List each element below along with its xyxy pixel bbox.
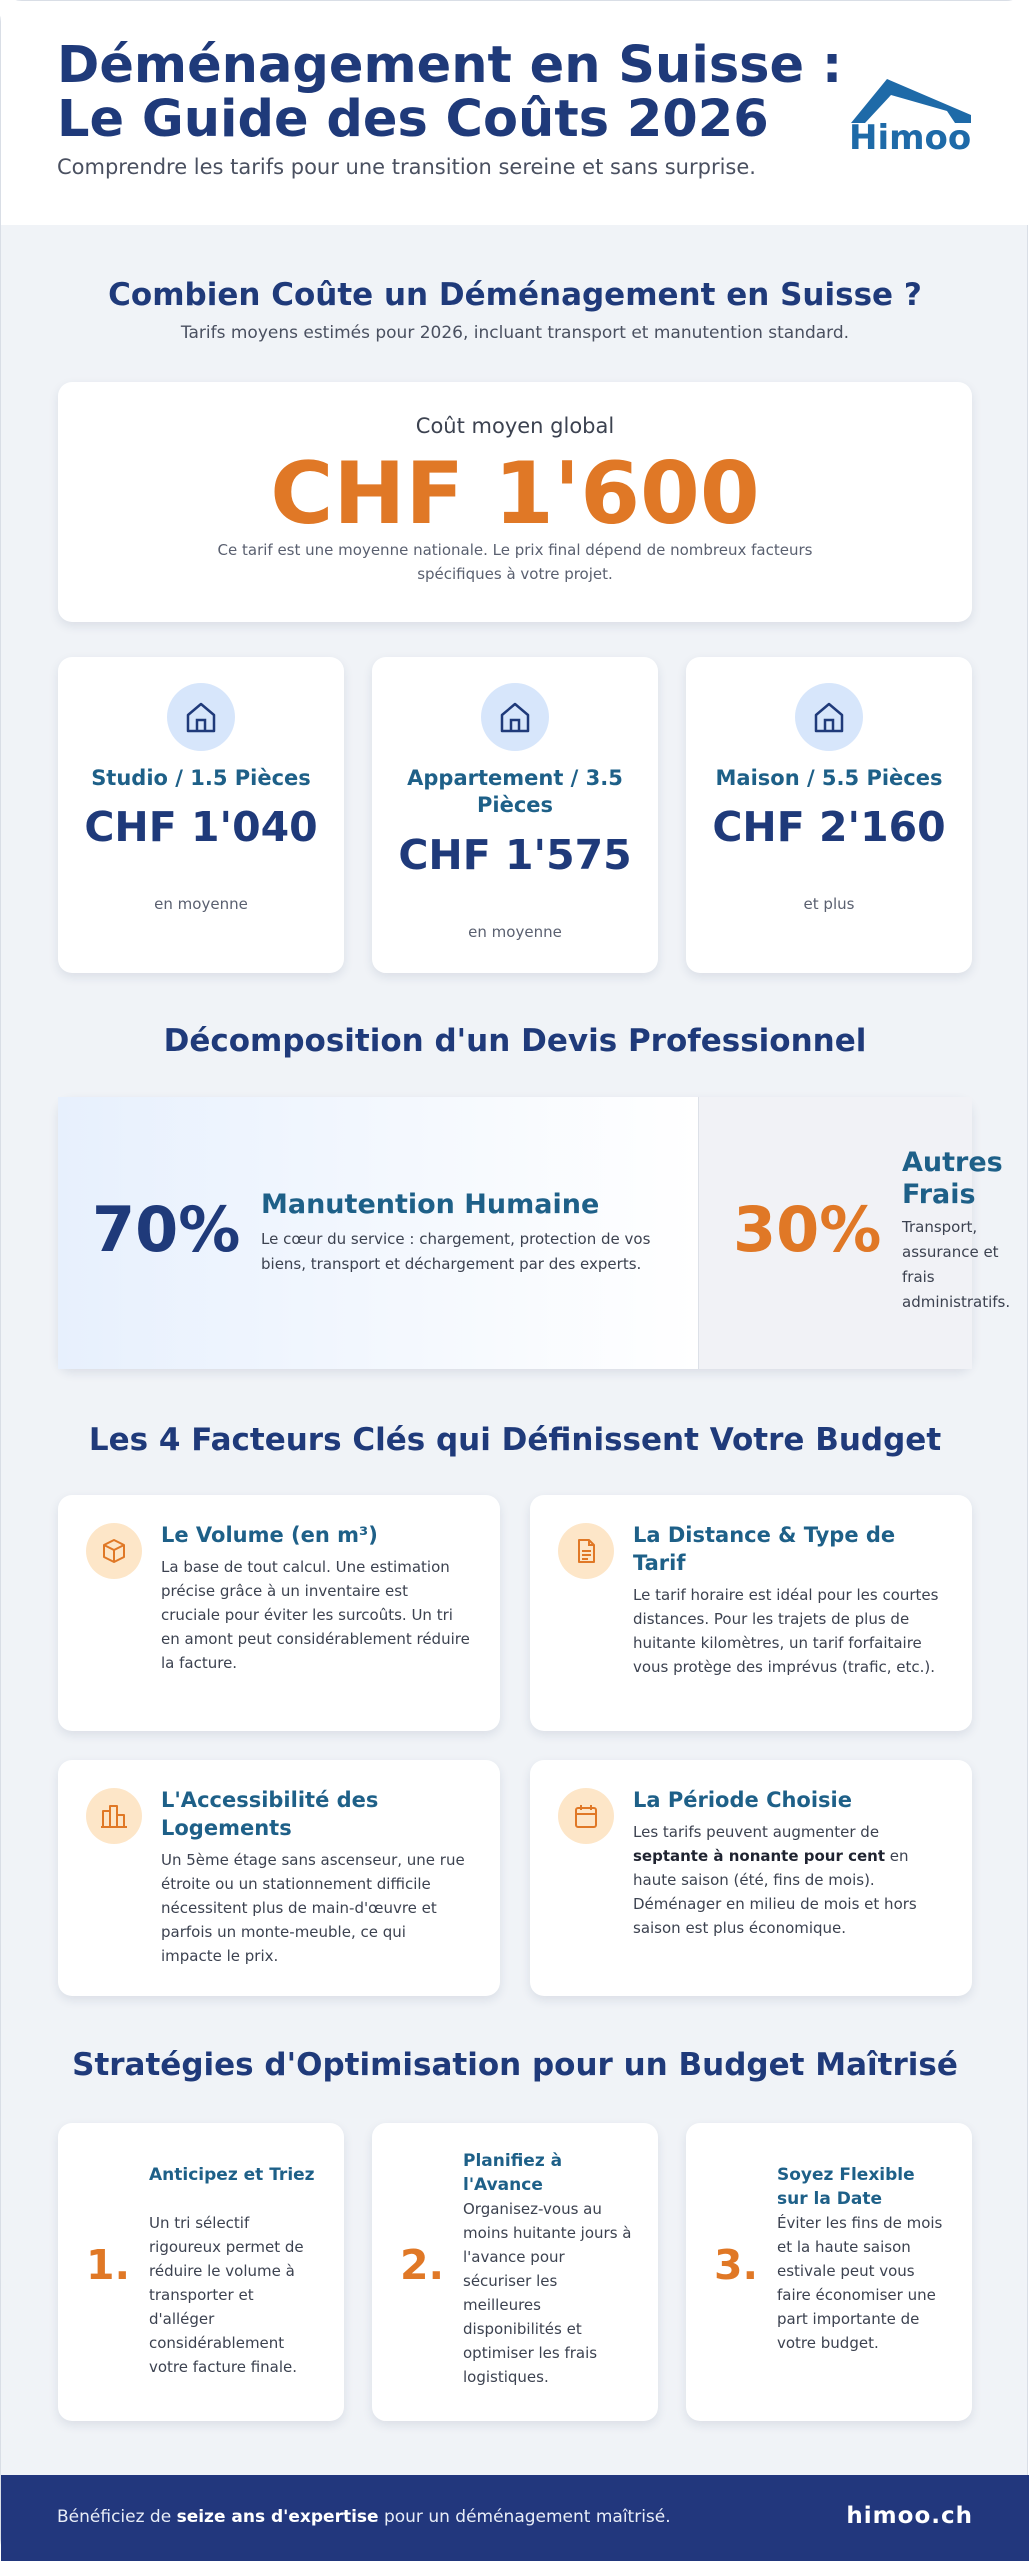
- factors-title: Les 4 Facteurs Clés qui Définissent Votre Budget: [88, 1422, 942, 1458]
- home-icon: [167, 683, 235, 751]
- strategies-title: Stratégies d'Optimisation pour un Budget Maîtrisé: [72, 2047, 958, 2083]
- strategy-number: 2.: [400, 2241, 445, 2289]
- type-note: en moyenne: [154, 895, 248, 913]
- type-note: et plus: [803, 895, 855, 913]
- costs-title: Combien Coûte un Déménagement en Suisse ?: [108, 277, 922, 313]
- factor-title: Le Volume (en m³): [161, 1523, 378, 1547]
- type-note: en moyenne: [468, 923, 562, 941]
- strategy-title: Soyez Flexible sur la Date: [777, 2165, 915, 2209]
- page-subtitle: Comprendre les tarifs pour une transition sereine et sans surprise.: [57, 155, 756, 179]
- type-name: Studio / 1.5 Pièces: [91, 766, 311, 790]
- footer: [1, 2475, 1029, 2561]
- other-desc: Transport, assurance et frais administratifs.: [902, 1218, 1011, 1311]
- factor-desc: La base de tout calcul. Une estimation précise grâce à un inventaire est cruciale pour éviter les surcoûts. Un tri en amont peut considérablement réduire la facture.: [161, 1558, 470, 1672]
- type-price: CHF 1'040: [84, 803, 318, 851]
- breakdown-panel: [58, 1097, 1011, 1369]
- header: [1, 1, 1029, 225]
- labor-desc: Le cœur du service : chargement, protection de vos biens, transport et déchargement par des experts.: [261, 1230, 651, 1273]
- labor-percent: 70%: [92, 1193, 241, 1266]
- factor-desc-highlight: septante à nonante pour cent: [633, 1847, 886, 1865]
- strategy-card: [686, 2123, 972, 2421]
- other-percent: 30%: [733, 1193, 882, 1266]
- footer-highlight: seize ans d'expertise: [176, 2507, 379, 2527]
- strategy-card: [372, 2123, 658, 2421]
- average-cost-note: Ce tarif est une moyenne nationale. Le prix final dépend de nombreux facteurs spécifiques à votre projet.: [217, 541, 813, 583]
- factor-title: La Période Choisie: [633, 1788, 852, 1812]
- home-icon: [795, 683, 863, 751]
- svg-text:Himoo: Himoo: [849, 118, 972, 158]
- strategy-title: Anticipez et Triez: [149, 2165, 315, 2185]
- factor-card-period: [530, 1760, 972, 1996]
- himoo-logo: [847, 75, 975, 158]
- calendar-icon: [558, 1788, 614, 1844]
- breakdown-labor: [58, 1097, 698, 1369]
- average-cost-card: [58, 382, 972, 622]
- type-card-house: [686, 657, 972, 973]
- strategy-number: 3.: [714, 2241, 759, 2289]
- strategy-number: 1.: [86, 2241, 131, 2289]
- breakdown-other: [698, 1097, 1011, 1369]
- strategy-desc: Organisez-vous au moins huitante jours à l'avance pour sécuriser les meilleures disponibilités et optimiser les frais logistiques.: [463, 2200, 632, 2386]
- document-icon: [558, 1523, 614, 1579]
- factor-card-access: [58, 1760, 500, 1996]
- factor-card-volume: [58, 1495, 500, 1731]
- average-cost-value: CHF 1'600: [270, 444, 760, 544]
- costs-subtitle: Tarifs moyens estimés pour 2026, incluant transport et manutention standard.: [180, 323, 850, 343]
- type-card-studio: [58, 657, 344, 973]
- type-name: Appartement / 3.5 Pièces: [407, 766, 623, 817]
- breakdown-title: Décomposition d'un Devis Professionnel: [163, 1023, 867, 1059]
- factor-title: L'Accessibilité des Logements: [161, 1788, 379, 1840]
- labor-title: Manutention Humaine: [261, 1189, 600, 1220]
- factor-desc: Un 5ème étage sans ascenseur, une rue étroite ou un stationnement difficile nécessitent plus de main-d'œuvre et parfois un monte-meuble, ce qui impacte le prix.: [161, 1851, 465, 1965]
- type-price: CHF 1'575: [398, 831, 632, 879]
- strategy-desc: Un tri sélectif rigoureux permet de réduire le volume à transporter et d'alléger considérablement votre facture finale.: [149, 2214, 304, 2376]
- average-cost-label: Coût moyen global: [415, 414, 615, 438]
- other-title: Autres Frais: [902, 1147, 1003, 1210]
- footer-brand-link[interactable]: himoo.ch: [846, 2503, 973, 2529]
- type-card-apartment: [372, 657, 658, 973]
- type-name: Maison / 5.5 Pièces: [715, 766, 943, 790]
- strategy-title: Planifiez à l'Avance: [463, 2151, 563, 2195]
- footer-text: Bénéficiez de seize ans d'expertise pour un déménagement maîtrisé.: [57, 2507, 671, 2527]
- factor-card-distance: [530, 1495, 972, 1731]
- building-icon: [86, 1788, 142, 1844]
- home-icon: [481, 683, 549, 751]
- factor-desc: Les tarifs peuvent augmenter de septante à nonante pour cent en haute saison (été, fins de mois). Déménager en milieu de mois et hors saison est plus économique.: [633, 1823, 917, 1937]
- factor-desc: Le tarif horaire est idéal pour les courtes distances. Pour les trajets de plus de huitante kilomètres, un tarif forfaitaire vous protège des imprévus (trafic, etc.).: [633, 1586, 939, 1676]
- strategy-desc: Éviter les fins de mois et la haute saison estivale peut vous faire économiser une part importante de votre budget.: [777, 2214, 943, 2352]
- box-icon: [86, 1523, 142, 1579]
- factor-title: La Distance & Type de Tarif: [633, 1523, 896, 1575]
- page-title: Déménagement en Suisse : Le Guide des Coûts 2026: [57, 36, 843, 149]
- type-price: CHF 2'160: [712, 803, 946, 851]
- strategy-card: [58, 2123, 344, 2421]
